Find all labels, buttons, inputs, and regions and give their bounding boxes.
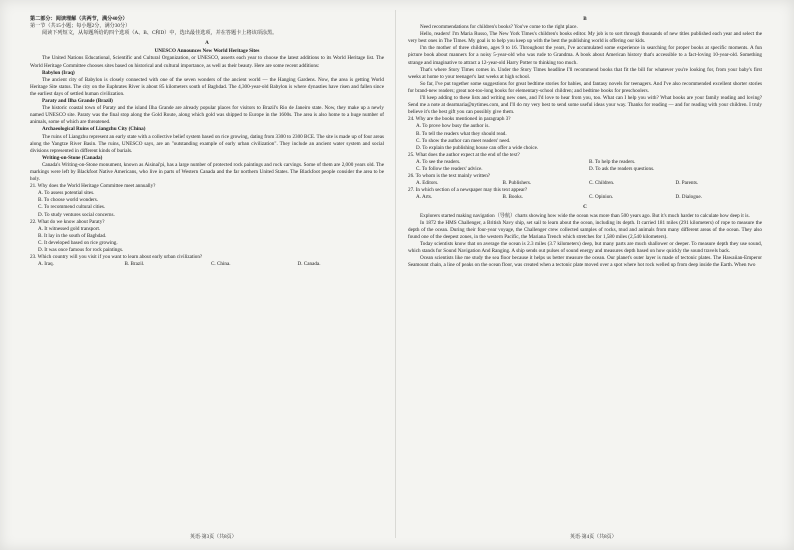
passage-b-paragraph: So far, I've put together some suggestions for great bedtime stories for babies, and fantasy novels for teenagers. And I've also recommended excellent shorter stories for brand-new readers; great not-too-long books for elementary-school children; and bedtime books for preschoolers. xyxy=(408,80,762,94)
answer-option: B. It lay in the south of Baghdad. xyxy=(38,232,107,239)
question-22 xyxy=(30,219,384,254)
answer-option: A. Arts. xyxy=(416,194,433,201)
answer-option: A. To assess potential sites. xyxy=(38,190,95,197)
part-header: 第二部分：阅读理解（共两节，满分40分） xyxy=(30,16,128,22)
passage-b-paragraph: That's where Story Times comes in. Under the Story Times headline I'll recommend books that fit the bill for whatever you're looking for, from your baby's first weeks at home to your teenager's last weeks at high school. xyxy=(408,66,762,80)
answer-option: D. Dialogue. xyxy=(675,194,702,201)
answer-option: D. Canada. xyxy=(297,261,321,268)
question-stem: 25. What does the author expect at the end of the text? xyxy=(408,151,520,158)
passage-c-letter: C xyxy=(583,204,587,211)
answer-option: B. To help the readers. xyxy=(589,158,636,165)
page-footer-right: 英语·第4页（共8页） xyxy=(570,535,617,540)
passage-c-paragraph: In 1872 the HMS Challenger, a British Navy ship, set sail to learn about the ocean, including its depth. It carried 181 miles (291 kilometers) of rope to measure the depth of the ocean. During their four-year voyage, the Challenger crew collected samples of rocks, mud and animals from many different areas of the ocean. They also found one of the deepest zones, in the western Pacific, the Mariana Trench which stretches for 1,580 miles (2,540 kilometers). xyxy=(408,219,762,240)
answer-option: C. To show the author can meet readers' need. xyxy=(416,137,511,144)
answer-option: D. To study ventures social concerns. xyxy=(38,211,115,218)
site-text: The ruins of Liangzhu represent an early state with a collective belief system based on rice growing, dating from 3300 to 2300 BCE. The site is made up of four areas along the Yangtze River Basin. The ruins, UNESCO says, are an "outstanding example of early urban civilization". They include an ancient water system and social divisions represented in different kinds of burials. xyxy=(30,133,384,154)
site-text: Canada's Writing-on-Stone monument, known as Aisinai'pi, has a large number of protected rock paintings and rock carvings. Some of them are 2,000 years old. The markings were left by Blackfoot Native Americans, who live in parts of Western Canada and the far northern United States. The Blackfoot people consider the area to be holy. xyxy=(30,161,384,183)
passage-c-paragraph: Today scientists know that on average the ocean is 2.3 miles (3.7 kilometers) deep, but many parts are much shallower or deeper. To measure depth they use sound, which stands for Sound Navigation And Ranging. A ship sends out pulses of sound energy and measures depth based on how quickly the sound travels back. xyxy=(408,240,762,254)
answer-option: A. Editors. xyxy=(416,180,439,187)
answer-option: D. Parents. xyxy=(675,180,699,187)
question-25 xyxy=(408,152,762,173)
column-divider xyxy=(395,10,396,538)
left-column xyxy=(30,16,384,268)
question-27 xyxy=(408,187,762,201)
answer-option: C. To follow the readers' advice. xyxy=(416,165,483,172)
passage-b-letter: B xyxy=(583,16,587,22)
passage-b-paragraph: Hello, readers! I'm Maria Russo, The New York Times's children's books editor. My job is to sort through thousands of new titles published each year and select the very best ones in The Times. My goal is to help you keep up with the best the publishing world is offering our kids. xyxy=(408,31,762,45)
passage-b-paragraph: I'm the mother of three children, ages 9 to 16. Throughout the years, I've accumulated some experience in searching for proper books at specific moments. A fun picture book about manners for a noisy 5-year-old who was rude to Grandma. A book about American history that's accessible to a fact-loving 10-year-old. Something strange and imaginative to attract a 12-year-old Harry Potter to thinking too much. xyxy=(408,45,762,66)
answer-option: B. Books. xyxy=(502,194,523,201)
answer-option: D. To ask the readers questions. xyxy=(589,165,655,172)
answer-option: B. To choose world wonders. xyxy=(38,197,99,204)
answer-option: C. Children. xyxy=(589,180,615,187)
passage-c-paragraph: Explorers started making navigation（导航）charts showing how wide the ocean was more than 500 years ago. But it's much harder to calculate how deep it is. xyxy=(420,212,750,219)
question-24 xyxy=(408,116,762,151)
answer-option: A. To see the readers. xyxy=(416,158,461,165)
answer-option: D. To explain the publishing house can offer a wide choice. xyxy=(416,144,539,151)
question-21 xyxy=(30,183,384,218)
passage-b-title: Need recommendations for children's books? You've come to the right place. xyxy=(420,24,578,31)
site-heading: Paraty and Ilha Grande (Brazil) xyxy=(42,98,113,105)
answer-option: D. It was once famous for rock paintings. xyxy=(38,247,124,253)
answer-option: B. To tell the readers what they should read. xyxy=(416,130,507,137)
page-footer-left: 英语·第3页（共8页） xyxy=(190,535,237,540)
answer-option: B. Publishers. xyxy=(502,180,532,187)
instructions: 阅读下列短文，从每题所给的四个选项（A、B、C和D）中，选出最佳选项，并在答题卡上将该项涂黑。 xyxy=(42,30,278,37)
site-text: The historic coastal town of Paraty and the island Ilha Grande are already popular places for visitors to Brazil's Rio de Janeiro state. Now, they make up a newly named UNESCO site. Paraty was the final stop along the Gold Route, along which gold was shipped to Europe in the 1600s. The area is also home to a huge number of animals, some of which are threatened. xyxy=(30,105,384,126)
question-stem: 23. Which country will you visit if you want to learn about early urban civilization? xyxy=(30,254,203,261)
passage-b-paragraph: I'll keep adding to these lists and writing new ones, and I'd love to hear from you, too. What can I help you with? What books are your family reading and loving? Send me a note at dearmaria@nytimes.com, and I'll do my very best to send some useful ideas your way. Thanks for reading — and for reading with your children. I truly believe it's the best gift you can possibly give them. xyxy=(408,95,762,116)
question-stem: 27. In which section of a newspaper may this text appear? xyxy=(408,187,528,194)
answer-option: A. To prove how busy the author is. xyxy=(416,123,490,130)
answer-option: C. China. xyxy=(211,261,231,268)
question-stem: 24. Why are the books mentioned in paragraph 3? xyxy=(408,116,511,123)
passage-a-title: UNESCO Announces New World Heritage Sites xyxy=(154,48,260,55)
answer-option: A. It witnessed gold transport. xyxy=(38,225,101,232)
question-23 xyxy=(30,254,384,268)
answer-option: B. Brazil. xyxy=(124,261,145,268)
site-text: The ancient city of Babylon is closely connected with one of the seven wonders of the ancient world — the Hanging Gardens. Now, the area is getting World Heritage Site status. The city on the Euphrates River is about 85 kilometers south of Baghdad. The 4,300-year-old Babylon is where dynasties have risen and fallen since the earliest days of settled human civilization. xyxy=(30,76,384,97)
site-heading: Writing-on-Stone (Canada) xyxy=(42,154,103,161)
answer-option: A. Iraq. xyxy=(38,261,54,268)
question-26 xyxy=(408,173,762,187)
section-header: 第一节（共15小题；每小题2分，满分30分） xyxy=(30,23,131,30)
right-column xyxy=(408,16,762,269)
question-stem: 21. Why does the World Heritage Committee meet annually? xyxy=(30,183,156,190)
site-heading: Archaeological Ruins of Liangzhu City (China) xyxy=(42,126,146,133)
answer-option: C. To recommend cultural cities. xyxy=(38,204,106,211)
question-stem: 22. What do we know about Paraty? xyxy=(30,218,105,225)
answer-option: C. Opinion. xyxy=(589,194,614,201)
passage-a-intro: The United Nations Educational, Scientific and Cultural Organization, or UNESCO, asserts each year to choose the latest additions to its World Heritage list. The World Heritage Committee chooses sites based on historical and cultural importance, as well as their beauty. Here are some recent additions: xyxy=(30,55,384,69)
answer-option: C. It developed based on rice growing. xyxy=(38,239,118,246)
site-heading: Babylon (Iraq) xyxy=(42,69,75,76)
passage-a-letter: A xyxy=(205,40,209,47)
question-stem: 26. To whom is the text mainly written? xyxy=(408,173,491,180)
passage-c-paragraph: Ocean scientists like me study the sea floor because it helps us better measure the ocean. Our planet's outer layer is made of tectonic plates. The Hawaiian-Emperor Seamount chain, a line of peaks on the ocean floor, was created when a tectonic plate moved over a spot where hot rock welled up from deep inside the Earth. When two xyxy=(408,255,762,269)
